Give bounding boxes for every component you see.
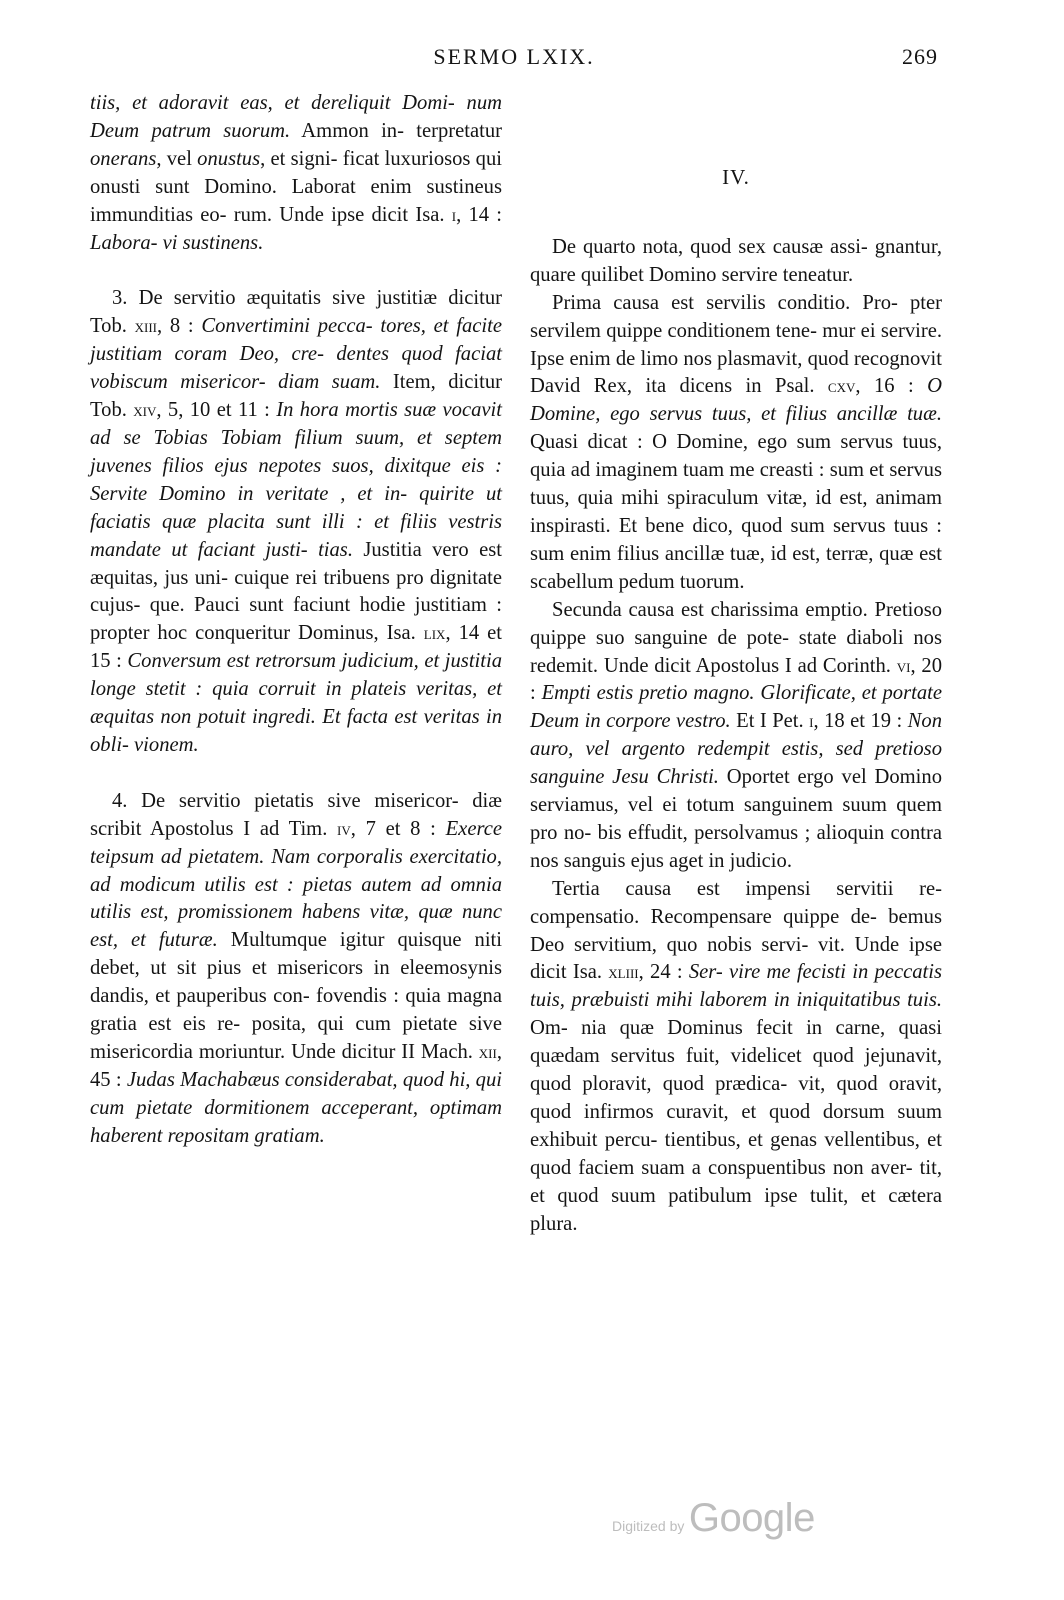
paragraph [530, 290, 942, 597]
digitized-by-watermark [612, 1496, 815, 1541]
text-run: Item, dicitur Tob. [90, 371, 502, 422]
text-run: , 45 : [90, 1041, 502, 1091]
italic-text: tiis, et adoravit eas, et dereliquit Domi- num Deum patrum suorum. [90, 92, 502, 142]
chapter-numeral: cxv [827, 376, 856, 397]
italic-text: Convertimini pecca- tores, et facite justitiam coram Deo, cre- dentes quod faciat vobiscum misericor- diam suam. [90, 315, 502, 394]
text-run: , 14 et 15 : [90, 622, 502, 673]
chapter-numeral: i [451, 204, 457, 225]
right-column [530, 90, 942, 1239]
chapter-numeral: lix [423, 623, 446, 644]
text-run: , 24 : [638, 961, 689, 984]
italic-text: Labora- vi sustinens. [90, 231, 264, 254]
text-run: Et I Pet. [730, 710, 810, 733]
italic-text: onerans [90, 147, 157, 170]
text-run: , vel [156, 147, 198, 170]
italic-text: Judas Machabæus considerabat, quod hi, qui cum pietate dormitionem acceperant, optimam haberent repositam gratiam. [90, 1068, 502, 1147]
chapter-numeral: i [809, 711, 814, 732]
italic-text: Ser- vire me fecisti in peccatis tuis, præbuisti mihi laborem in iniquitatibus tuis. [530, 961, 943, 1012]
watermark-prefix: Digitized by [612, 1518, 685, 1534]
text-run: 3. De servitio æquitatis sive justitiæ dicitur Tob. [90, 287, 502, 338]
text-run: , 20 : [530, 654, 943, 705]
text-run: , 5, 10 et 11 : [156, 399, 277, 422]
text-run: , 14 : [456, 203, 502, 226]
italic-text: Conversum est retrorsum judicium, et justitia longe stetit : quia corruit in plateis veritas, et æquitas non potuit ingredi. Et facta est veritas in obli- vionem. [90, 650, 502, 756]
text-run: Oportet ergo vel Domino serviamus, vel ei totum sanguinem suum quem pro no- bis effudit, persolvamus ; alioquin contra nos sanguis ejus aget in judicio. [530, 766, 942, 872]
text-run: Om- nia quæ Dominus fecit in carne, quasi quædam servitus fuit, videlicet quod jejunavit, quod ploravit, quod prædica- vit, quod oravit, quod infirmos curavit, et quod dorsum suum exhibuit percu- tientibus, et genas vellentibus, et quod faciem suam a conspuentibus non aver- tit, et quod suum patibulum ipse tulit, et cætera plura. [530, 1017, 942, 1235]
chapter-numeral: xliii [608, 962, 639, 983]
paragraph-gap [90, 760, 502, 788]
chapter-numeral: xiv [133, 400, 157, 421]
italic-text: Empti estis pretio magno. Glorificate, et portate Deum in corpore vestro. [530, 682, 942, 733]
paragraph-gap [90, 257, 502, 285]
paragraph [530, 876, 942, 1239]
left-column [90, 90, 502, 1151]
italic-text: Exerce teipsum ad pietatem. Nam corporalis exercitatio, ad modicum utilis est : pietas autem ad omnia utilis est, promissionem habens vitæ, quæ nunc est, et futuræ. [90, 817, 502, 952]
running-title: SERMO LXIX. [433, 44, 595, 69]
text-run: Justitia vero est æquitas, jus uni- cuique rei tribuens pro dignitate cujus- que. Pauci sunt faciunt hodie justitiam : propter hoc conqueritur Dominus, Isa. [90, 538, 502, 645]
text-run: Multumque igitur quisque niti debet, ut sit pius et misericors in eleemosynis dandis, et pauperibus con- fovendis : quia magna gratia est eis re- posita, qui cum pietate sive misericordia moriuntur. Unde dicitur II Mach. [90, 929, 502, 1063]
text-run: , 8 : [157, 315, 202, 338]
text-run: Prima causa est servilis conditio. Pro- pter servilem quippe conditionem tene- mur ei servire. Ipse enim de limo nos plasmavit, quod recognovit David Rex, ita dicens in Psal. [530, 291, 942, 398]
italic-text: In hora mortis suæ vocavit ad se Tobias Tobiam filium suum, et septem juvenes filios ejus nepotes suos, dixitque eis : Servite Domino in veritate , et in- quirite ut faciatis quæ placita sunt illi : et filiis vestris mandate ut faciant justi- tias. [90, 399, 502, 561]
text-run: Ammon in- terpretatur [290, 119, 502, 142]
italic-text: onustus [197, 147, 261, 170]
text-run: Quasi dicat : O Domine, ego sum servus tuus, quia ad imaginem tuam me creasti : sum et servus tuus, quia mihi spiraculum vitæ, id est, animam inspirasti. Et bene dico, quod sum servus tuus : sum enim filius ancillæ tuæ, id est, terræ, quæ est scabellum pedum tuorum. [530, 431, 942, 593]
text-run: De quarto nota, quod sex causæ assi- gnantur, quare quilibet Domino servire teneatur. [530, 235, 942, 286]
section-heading: IV. [722, 165, 750, 189]
italic-text: O Domine, ego servus tuus, et filius ancillæ tuæ. [530, 375, 942, 426]
chapter-numeral: xiii [134, 316, 157, 337]
text-run: , 18 et 19 : [813, 710, 908, 733]
text-run: , 7 et 8 : [350, 817, 446, 840]
italic-text: Non auro, vel argento redempit estis, sed pretioso sanguine Jesu Christi. [530, 710, 943, 789]
chapter-numeral: xii [478, 1042, 497, 1062]
chapter-numeral: vi [896, 655, 911, 676]
page-number: 269 [902, 44, 938, 69]
text-run: , et signi- ficat luxuriosos qui onusti sunt Domino. Laborat enim sustineus immunditias eo- rum. Unde ipse dicit Isa. [90, 147, 503, 226]
page-header [90, 44, 938, 78]
text-run: , 16 : [855, 375, 928, 398]
paragraph [90, 285, 502, 759]
text-run: Secunda causa est charissima emptio. Pretioso quippe suo sanguine de pote- state diaboli nos redemit. Unde dicit Apostolus I ad Corinth. [530, 598, 942, 677]
chapter-numeral: iv [337, 818, 351, 839]
paragraph [530, 234, 942, 290]
text-run: Tertia causa est impensi servitii re- compensatio. Recompensare quippe de- bemus Deo servitium, quo nobis servi- vit. Unde ipse dicit Isa. [530, 877, 942, 984]
text-run: 4. De servitio pietatis sive misericor- diæ scribit Apostolus I ad Tim. [90, 789, 502, 840]
paragraph [90, 90, 502, 257]
paragraph [530, 597, 942, 876]
paragraph [90, 788, 502, 1151]
google-logo: Google [688, 1496, 815, 1540]
